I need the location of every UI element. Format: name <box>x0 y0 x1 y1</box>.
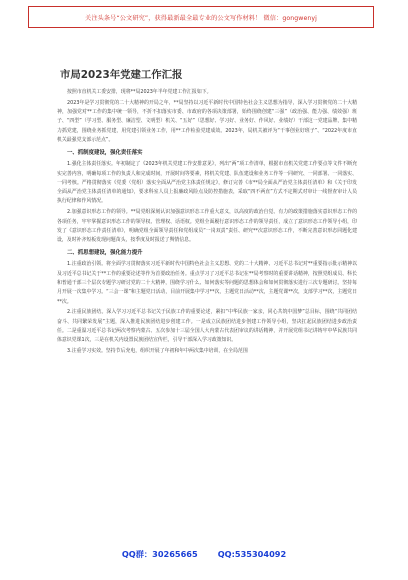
body-paragraph: 2023年是学习贯彻党的二十大精神的开局之年，**局坚持以习近平新时代中国特色社会主义思想为指导，深入学习贯彻党的二十大精神，加强党对**工作的集中统一领导，不折不扣落实市委、市政府的各项决策部署，始终围绕创建“三强”（政治强、能力强、绩效强）班子、“四型”（学习型、服务型、廉洁型、文明型）机关、“五好”（思想好、学习好、业务好、作风好、业绩好）干部这一党建品牌，集中精力抓党建，围绕业务抓党建，用党建引领业务工作，用**工作检验党建成效。2023年，局机关被评为“干事创业好班子”、“2022年度市直机关最强党支部示范点”。 <box>57 99 357 143</box>
body-paragraph: 1.注重政治引领。将全面学习贯彻落实习近平新时代中国特色社会主义思想、党的二十大精神、习近平总书记对**重要指示批示精神以及习近平总书记关于**工作的重要论述等作为首要政治任务。重点学习了习近平总书记在**局考察时的重要讲话精神，按照党组成员、科长和普通干部三个层次专题学习研讨党的二十大精神，围绕学习什么、如何落实等问题的思想体会和如何贯彻落实进行三次专题研讨。坚持每月开展一次集中学习。“三会一课”和主题党日活动，目前开展集中学习**次，主题党日活动**次，主题党课**次，支部学习**次，主题党日**次。 <box>57 261 357 305</box>
document-title: 市局2023年党建工作汇报 <box>60 69 183 81</box>
qq-group-label: QQ群：30265665 <box>121 549 198 559</box>
body-paragraph: 2.注重民族团结。深入学习习近平总书记关于民族工作的重要论述，紧扣“中华民族一家亲，同心共筑中国梦”总目标，围绕“共同团结奋斗、共同繁荣发展”主题，深入推进民族团结进步创建工作。一是成立民族团结进步创建工作领导小组，坚决扛起民族团结进步政治责任。二是重温习近平总书记两次考察内蒙古、五次参加十三届全国人大内蒙古代表团审议的讲话精神，并开展党组书记讲铸牢中华民族共同体意识党课1次，三是在机关内设置民族团结宣传栏，引导干部深入学习政策知识。 <box>57 309 357 344</box>
document-body <box>57 88 357 540</box>
section-heading: 一、抓制度建设，强化责任落实 <box>67 150 143 157</box>
promo-banner-text: 关注头条号“公文研究”，获得最新最全最专业的公文写作材料！ 微信：gongwenyj <box>85 14 317 22</box>
qq-label: QQ:535304092 <box>217 549 287 559</box>
section-heading: 二、抓思想建设，强化能力提升 <box>67 250 143 257</box>
promo-banner <box>28 6 374 28</box>
footer-contacts <box>0 549 408 563</box>
body-paragraph: 1.强化主体责任落实。年初制定了《2023年机关党建工作安排意见》，列出“两”项工作清单，根据市直机关党建工作要点等文件不断充实完善内容，明确每项工作的负责人和完成时间，开展时间等要素，将机关党建、队伍建设和业务工作等一同研究、一同部署、一同落实、一同考核。严格贯彻落实《党委（党组）落实全面从严治党主体责任规定》，修订完善《市**局全面从严治党主体责任清单》和《关于印发全面从严治党主体责任清单的通知》，要求科室人员上报廉政风险点及防控措施表，采取“四不两直”方式不定期式对审计一线督查审计人员执行纪律和作风情况。 <box>57 161 357 205</box>
body-paragraph: 3.注重学习实效。坚持节后充电，组织开展了年初和年中两次集中培训，在全局范围 <box>67 348 248 355</box>
body-paragraph: 按照市直机关工委安排，现将**局2023年半年党建工作汇报如下。 <box>67 89 212 95</box>
body-paragraph: 2.加强意识形态工作的领导。**局党组深刻认识加强意识形态工作重大意义，以高度的政治自觉、有力的政策措施落实意识形态工作的各项任务，牢牢掌握意识形态工作的领导权、管理权、话语权。党组全面履行意识形态工作的领导责任，成立了意识形态工作领导小组，印发了《意识形态工作责任清单》，明确党组全面领导责任和党组成员“一岗双责”责任、研究**次意识形态工作，不断完善意识形态同题化建设，及时补齐短板发现问题苗头，按季度及时报送了舆情信息。 <box>57 209 357 244</box>
